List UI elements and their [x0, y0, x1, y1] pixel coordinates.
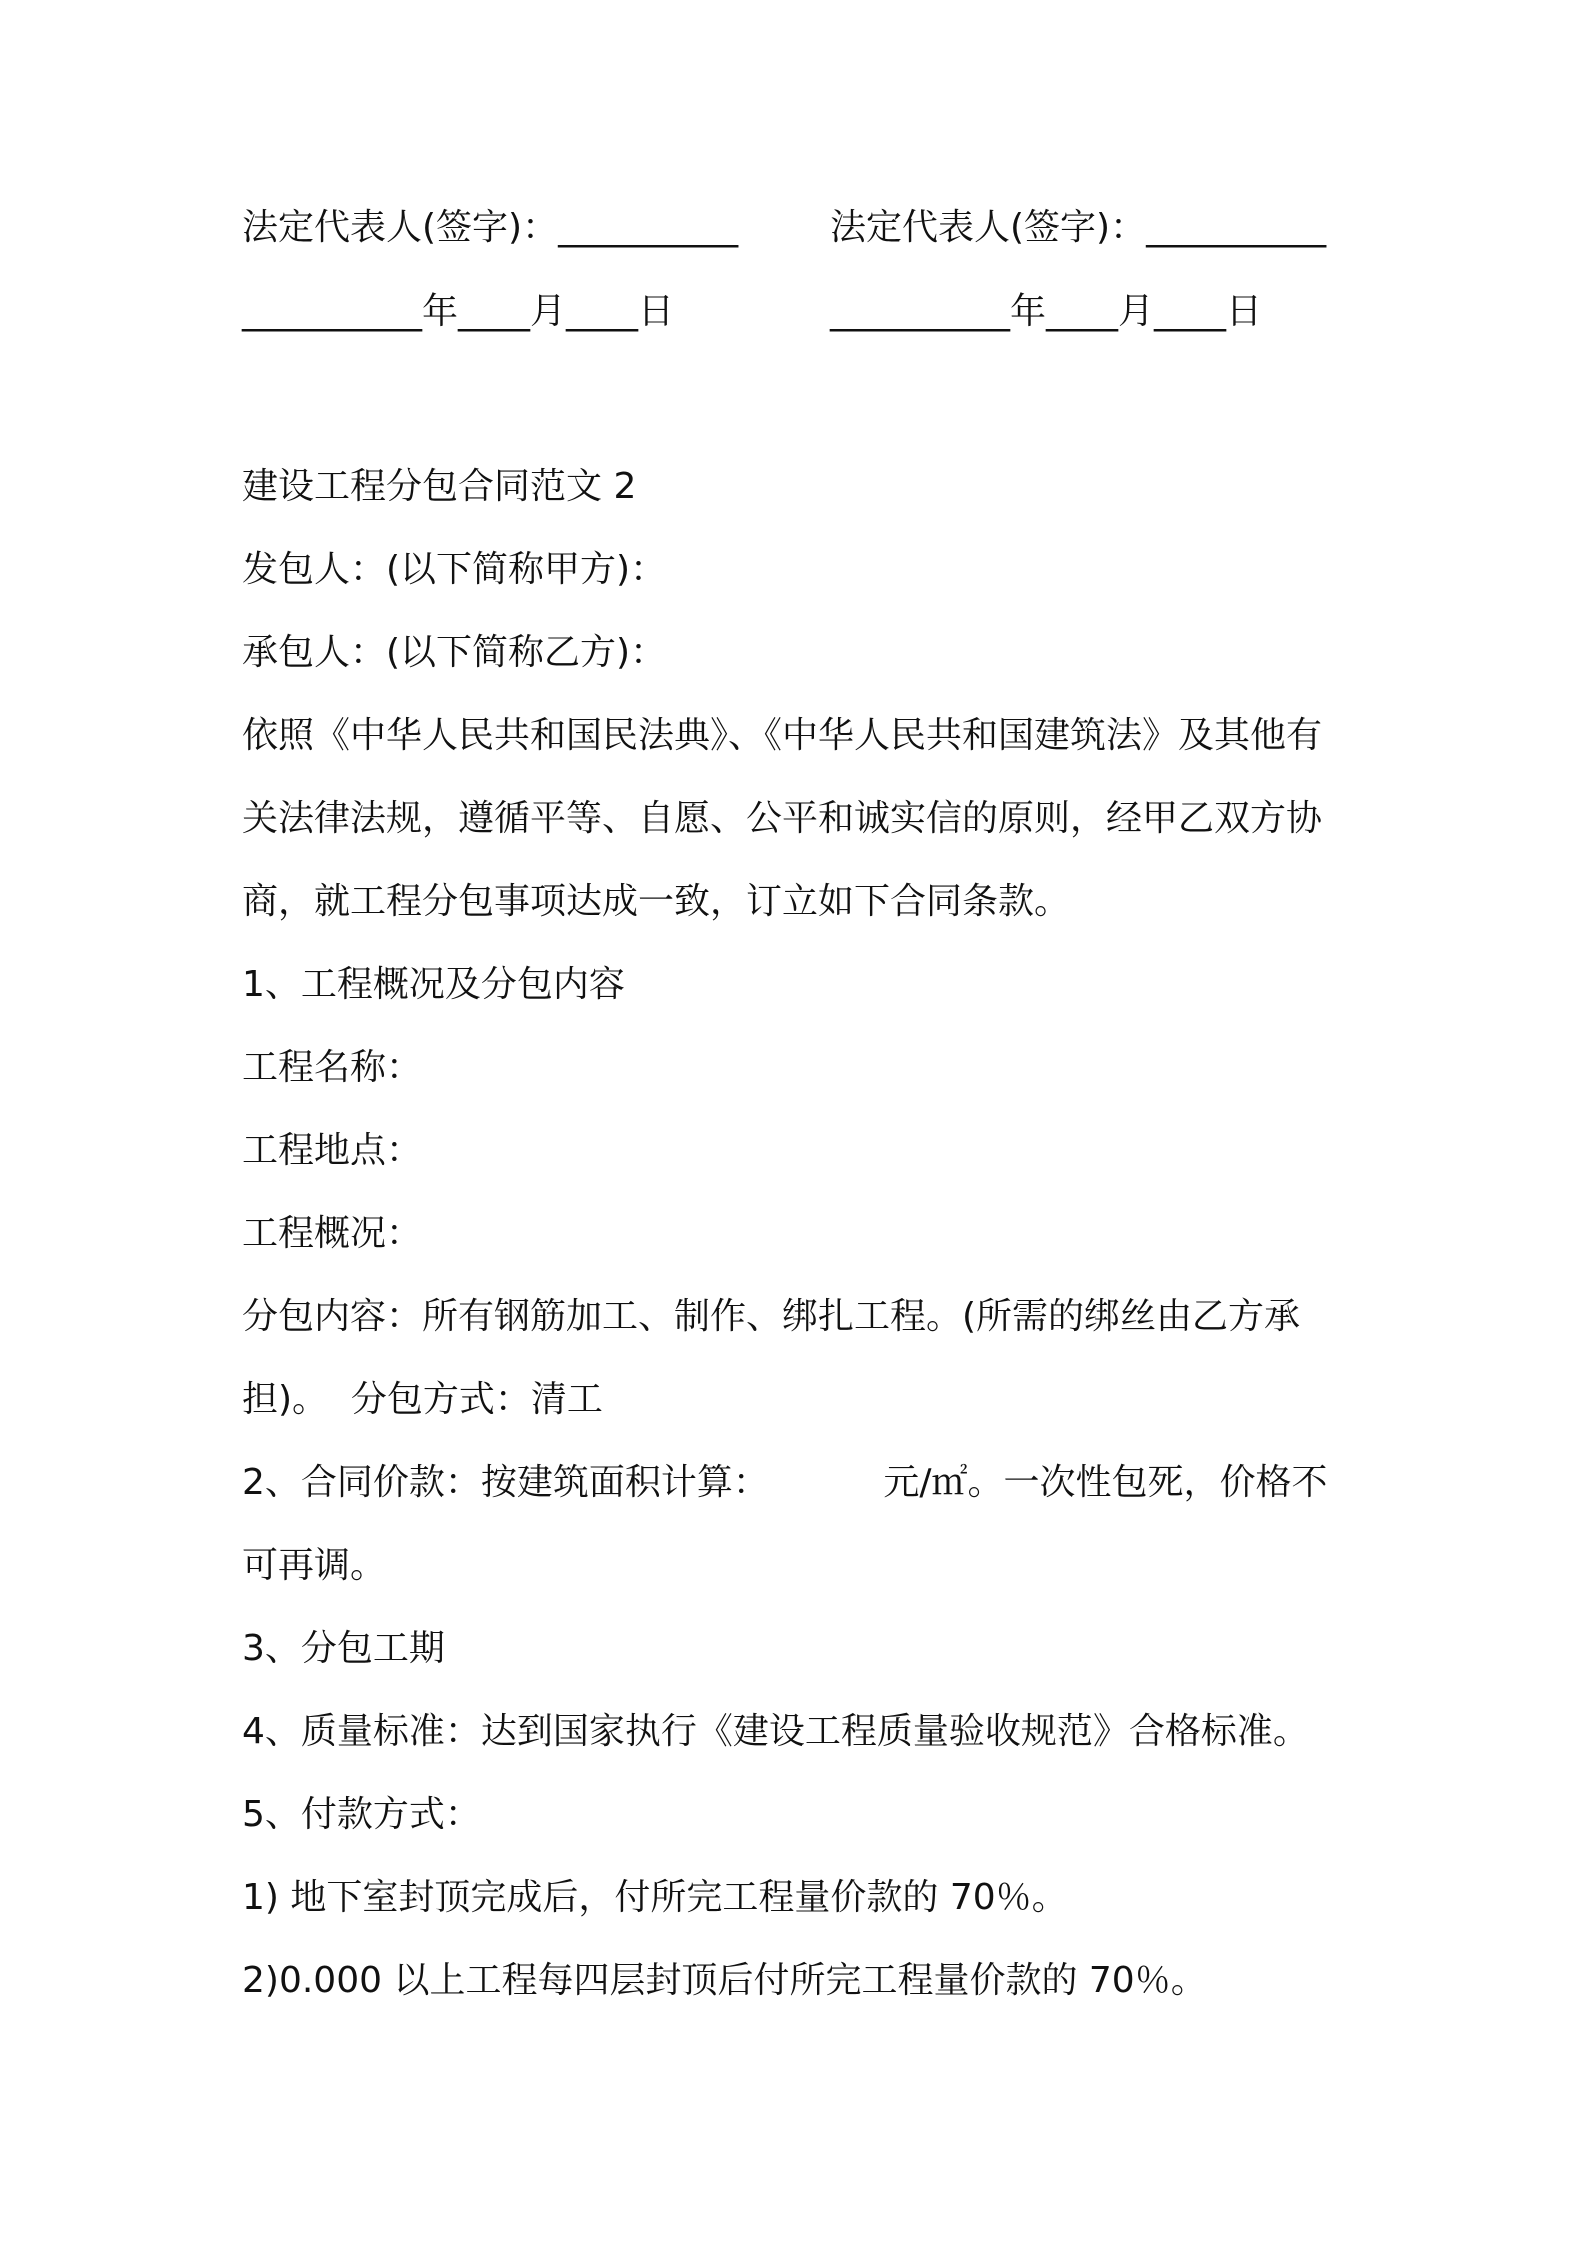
section-5-heading: 5、付款方式：: [242, 1794, 481, 1835]
party-a-line: 发包人：(以下简称甲方)：: [242, 549, 667, 590]
signature-date-row: [242, 282, 1362, 342]
contract-body: [242, 445, 1362, 2022]
payment-item-1: 1) 地下室封顶完成后，付所完工程量价款的 70％。: [242, 1877, 1068, 1918]
preamble-line-3: 商，就工程分包事项达成一致，订立如下合同条款。: [242, 881, 1071, 922]
scope-line-2: 担)。 分包方式：清工: [242, 1379, 603, 1420]
section-1-heading: 1、工程概况及分包内容: [242, 964, 625, 1005]
project-name-line: 工程名称：: [242, 1047, 423, 1088]
contract-title: 建设工程分包合同范文 2: [242, 466, 637, 507]
project-location-line: 工程地点：: [242, 1130, 423, 1171]
payment-item-2: 2)0.000 以上工程每四层封顶后付所完工程量价款的 70％。: [242, 1960, 1207, 2001]
price-line-1: 2、合同价款：按建筑面积计算： 元/㎡。一次性包死，价格不: [242, 1462, 1328, 1503]
preamble-line-2: 关法律法规，遵循平等、自愿、公平和诚实信的原则，经甲乙双方协: [242, 798, 1323, 839]
preamble-line-1: 依照《中华人民共和国民法典》、《中华人民共和国建筑法》及其他有: [242, 715, 1323, 756]
party-b-signature-date: __________年____月____日: [830, 291, 1262, 332]
legal-rep-signature-row: [242, 198, 1362, 258]
party-a-legal-rep-signature: 法定代表人(签字)：__________: [242, 207, 739, 248]
price-line-2: 可再调。: [242, 1545, 387, 1586]
scope-line-1: 分包内容：所有钢筋加工、制作、绑扎工程。(所需的绑丝由乙方承: [242, 1296, 1301, 1337]
party-b-legal-rep-signature: 法定代表人(签字)：__________: [830, 207, 1327, 248]
project-overview-line: 工程概况：: [242, 1213, 423, 1254]
section-3-heading: 3、分包工期: [242, 1628, 445, 1669]
party-a-signature-date: __________年____月____日: [242, 291, 674, 332]
section-4-line: 4、质量标准：达到国家执行《建设工程质量验收规范》合格标准。: [242, 1711, 1309, 1752]
party-b-line: 承包人：(以下简称乙方)：: [242, 632, 667, 673]
